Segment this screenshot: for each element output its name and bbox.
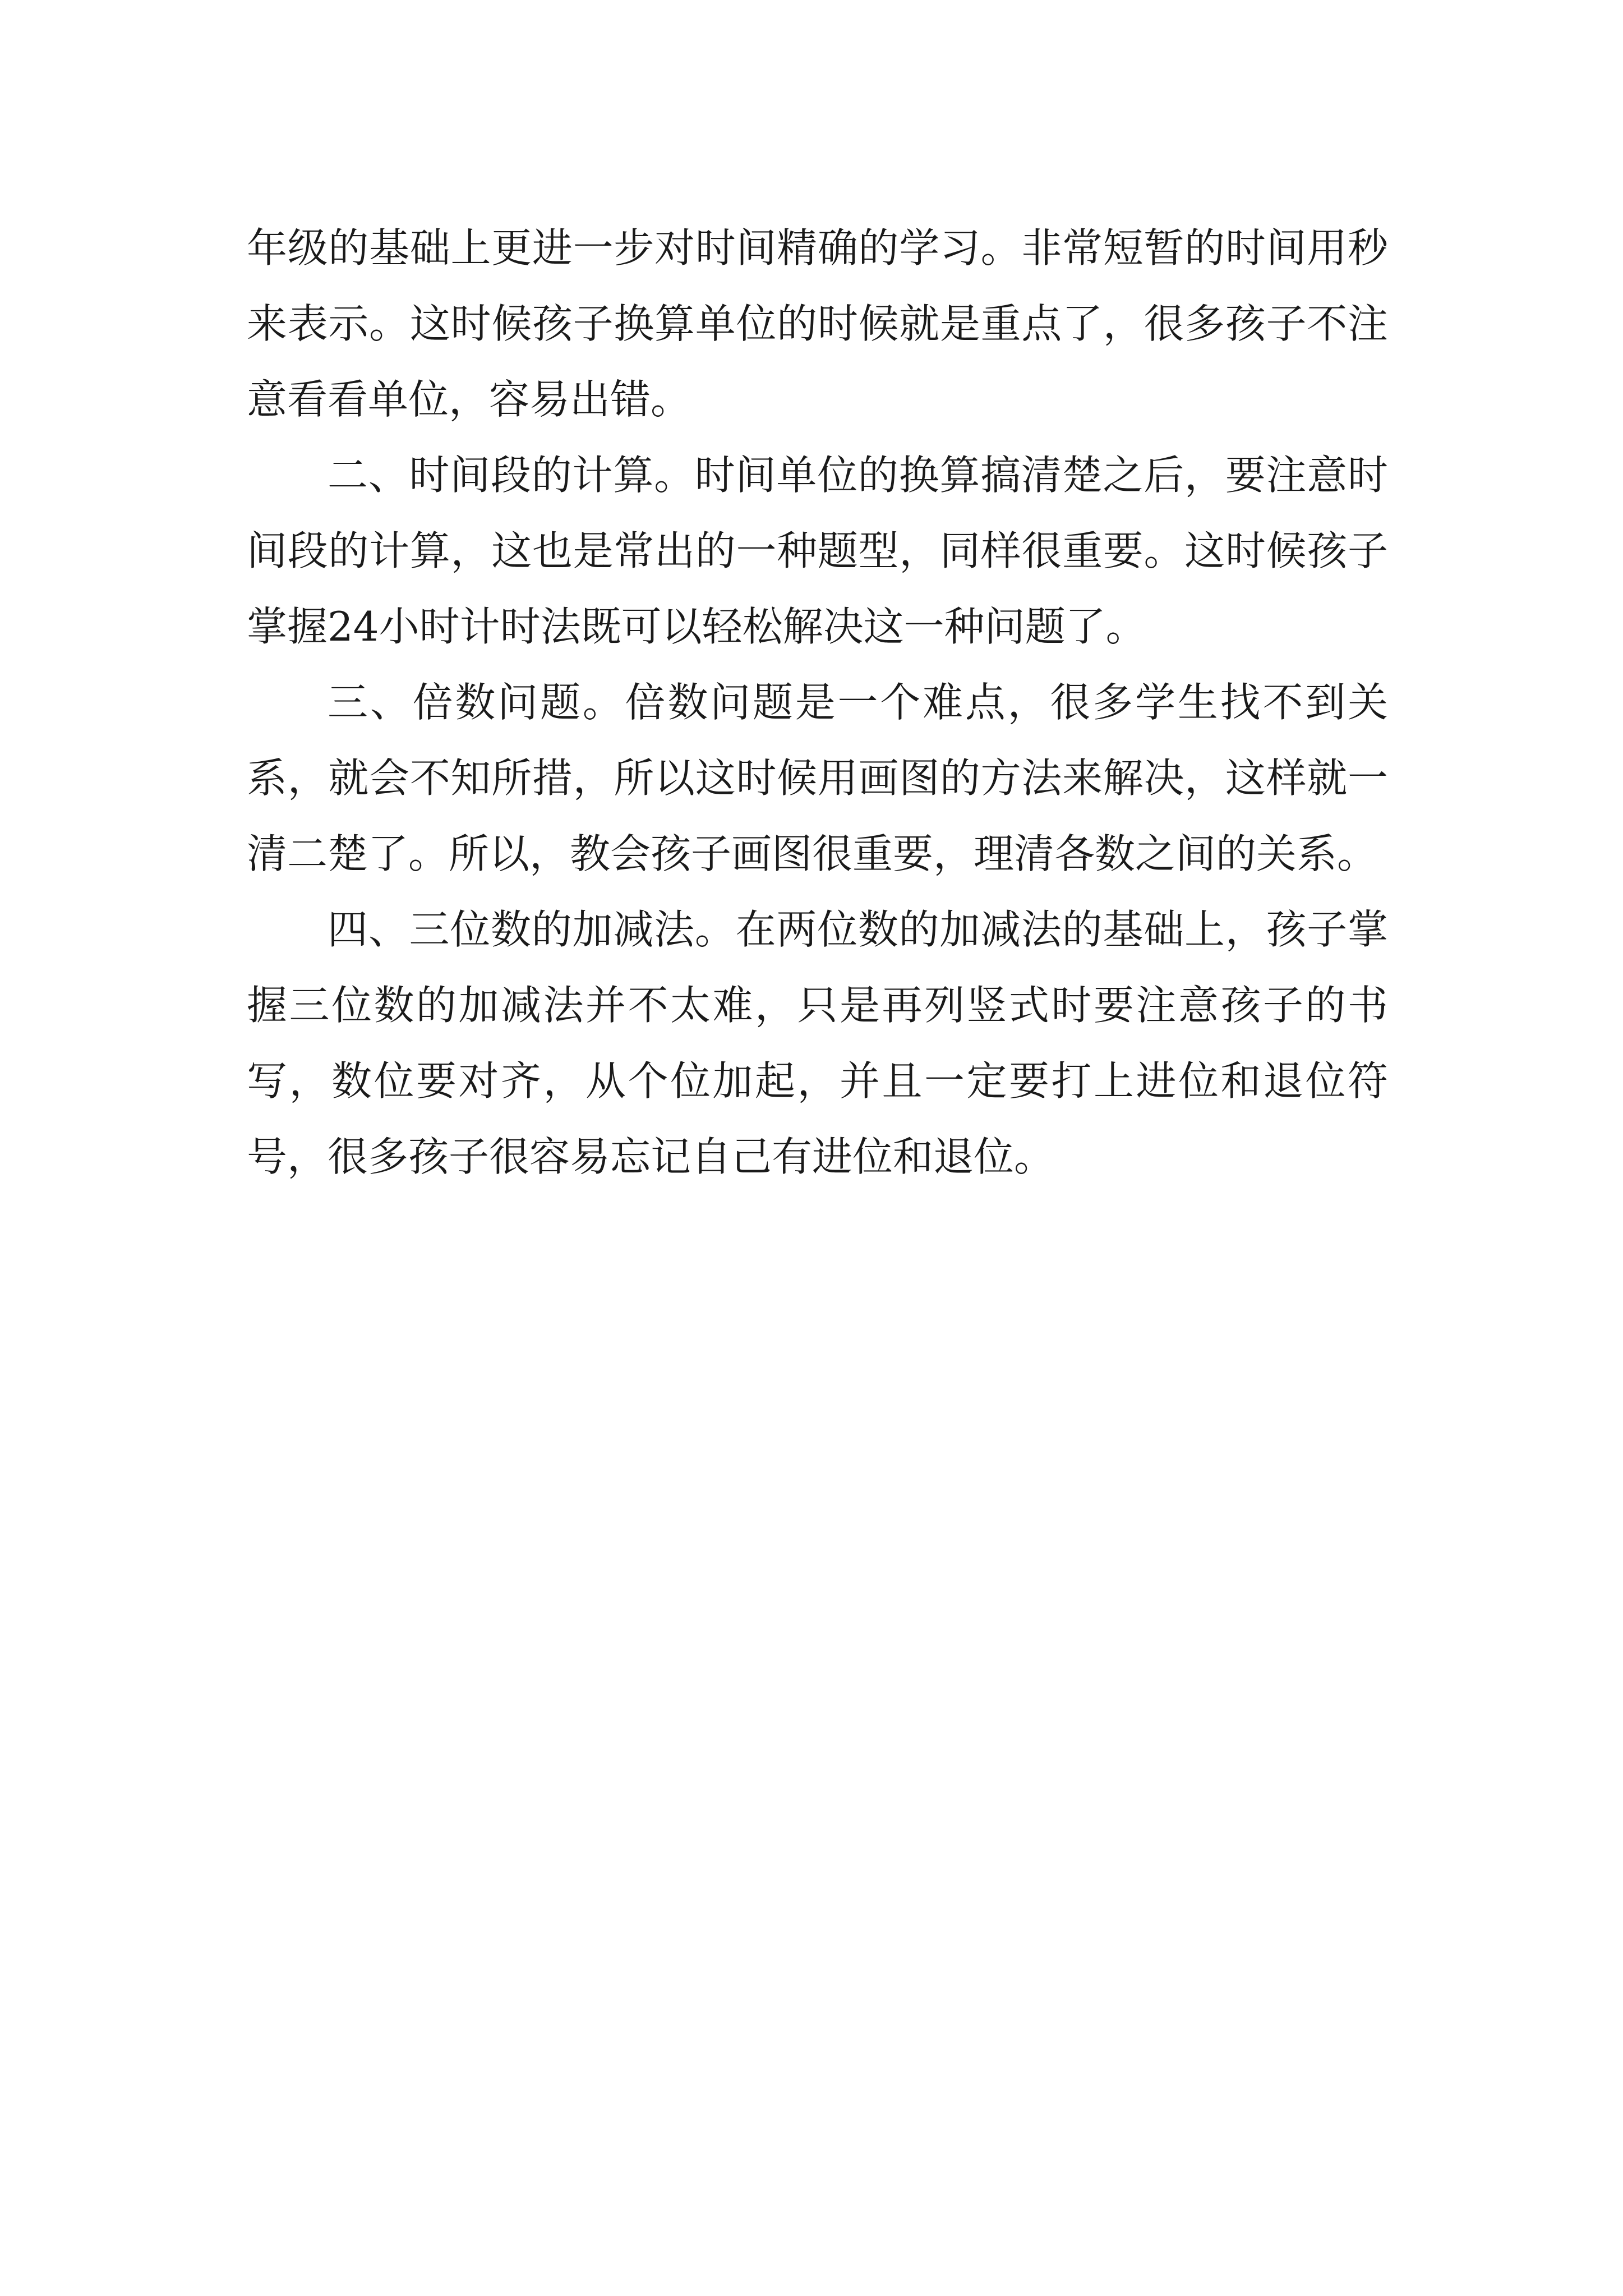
paragraph-multiple-problems: 三、倍数问题。倍数问题是一个难点，很多学生找不到关系，就会不知所措，所以这时候用画图的方法来解决，这样就一清二楚了。所以，教会孩子画图很重要，理清各数之间的关系。 [247, 679, 1388, 877]
paragraph-three-digit-addition-subtraction: 四、三位数的加减法。在两位数的加减法的基础上，孩子掌握三位数的加减法并不太难，只是再列竖式时要注意孩子的书写，数位要对齐，从个位加起，并且一定要打上进位和退位符号，很多孩子很容易忘记自己有进位和退位。 [247, 906, 1388, 1180]
document-body [247, 210, 1388, 1195]
paragraph-time-period-calculation: 二、时间段的计算。时间单位的换算搞清楚之后，要注意时间段的计算，这也是常出的一种题型，同样很重要。这时候孩子掌握24小时计时法既可以轻松解决这一种问题了。 [247, 452, 1388, 650]
paragraph-continuation: 年级的基础上更进一步对时间精确的学习。非常短暂的时间用秒来表示。这时候孩子换算单位的时候就是重点了，很多孩子不注意看看单位，容易出错。 [247, 224, 1388, 423]
